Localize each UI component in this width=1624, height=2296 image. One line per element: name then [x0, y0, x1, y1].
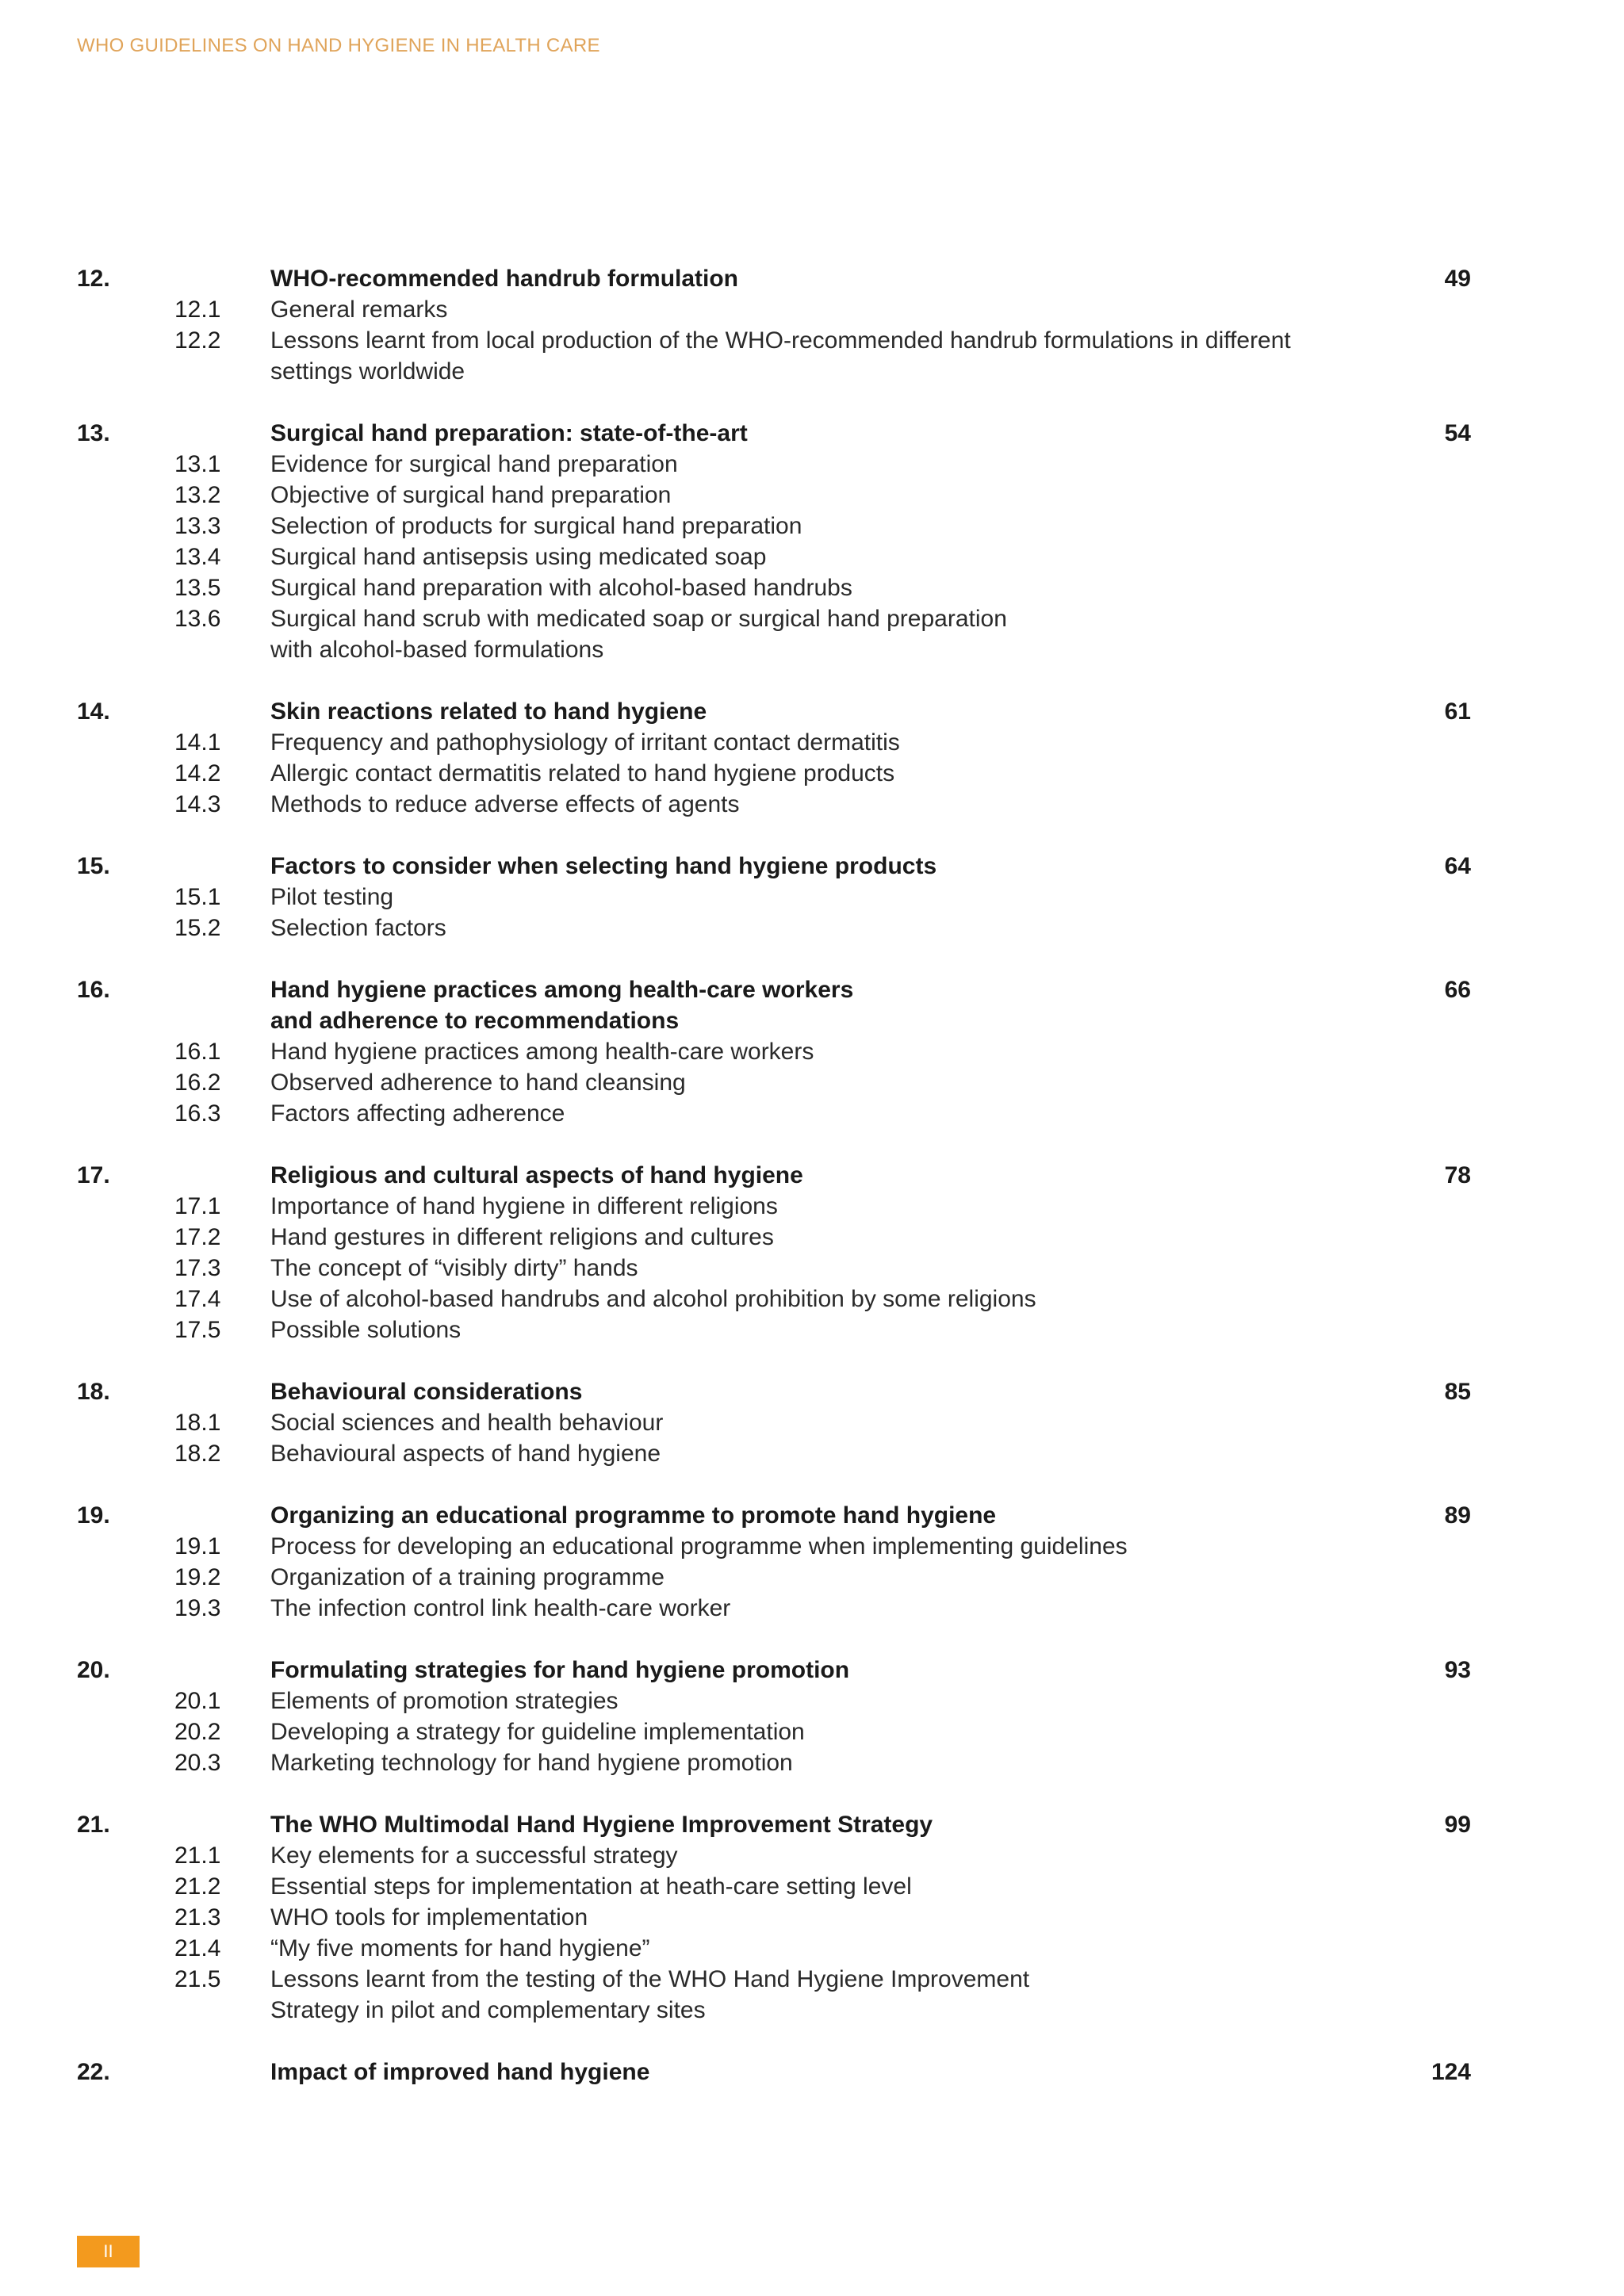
- toc-subsection-line: [0, 789, 1624, 820]
- subsection-number: 12.1: [174, 297, 221, 323]
- subsection-number: 16.1: [174, 1039, 221, 1065]
- toc-subsection-line: [0, 1036, 1624, 1067]
- subsection-number: 16.2: [174, 1070, 221, 1096]
- subsection-number: 17.5: [174, 1317, 221, 1343]
- toc-subsection-line: [0, 1840, 1624, 1871]
- subsection-number: 21.1: [174, 1843, 221, 1869]
- section-number: 12.: [77, 266, 110, 292]
- section-title: Hand hygiene practices among health-care workers: [270, 977, 854, 1003]
- subsection-number: 13.1: [174, 451, 221, 477]
- toc-subsection-line: [0, 1716, 1624, 1747]
- section-title: and adherence to recommendations: [270, 1008, 680, 1034]
- toc-subsection-line: [0, 294, 1624, 325]
- section-number: 21.: [77, 1812, 110, 1838]
- subsection-title: Elements of promotion strategies: [270, 1688, 619, 1714]
- toc-subsection-line: [0, 449, 1624, 480]
- toc-section-line: [0, 2057, 1624, 2087]
- subsection-number: 16.3: [174, 1100, 221, 1127]
- subsection-number: 21.2: [174, 1873, 221, 1900]
- section-title: Factors to consider when selecting hand hygiene products: [270, 853, 937, 879]
- toc-section-line: [0, 1005, 1624, 1036]
- toc-subsection-line: [0, 325, 1624, 356]
- toc-section-line: [0, 1655, 1624, 1686]
- table-of-contents: [0, 263, 1624, 2118]
- toc-section-line: [0, 1500, 1624, 1531]
- toc-subsection-line: [0, 913, 1624, 943]
- subsection-number: 13.2: [174, 482, 221, 508]
- subsection-title: Behavioural aspects of hand hygiene: [270, 1441, 661, 1467]
- subsection-title: The infection control link health-care worker: [270, 1595, 731, 1621]
- subsection-title: Surgical hand scrub with medicated soap or surgical hand preparation: [270, 606, 1007, 632]
- toc-section: [0, 418, 1624, 665]
- toc-subsection-line: [0, 1098, 1624, 1129]
- subsection-title: Surgical hand preparation with alcohol-based handrubs: [270, 575, 852, 601]
- subsection-number: 21.5: [174, 1966, 221, 1992]
- toc-subsection-line: [0, 480, 1624, 511]
- toc-subsection-line: [0, 1995, 1624, 2026]
- toc-section: [0, 1500, 1624, 1624]
- page-reference: 61: [1444, 698, 1471, 725]
- page-reference: 99: [1444, 1812, 1471, 1838]
- page-number-badge: II: [77, 2236, 140, 2267]
- toc-subsection-line: [0, 541, 1624, 572]
- page-reference: 64: [1444, 853, 1471, 879]
- page-reference: 124: [1431, 2059, 1471, 2085]
- toc-subsection-line: [0, 572, 1624, 603]
- subsection-title: Strategy in pilot and complementary sites: [270, 1997, 706, 2023]
- toc-section-line: [0, 1376, 1624, 1407]
- toc-subsection-line: [0, 511, 1624, 541]
- subsection-title: Hand hygiene practices among health-care workers: [270, 1039, 814, 1065]
- toc-subsection-line: [0, 1562, 1624, 1593]
- subsection-title: General remarks: [270, 297, 448, 323]
- subsection-number: 13.4: [174, 544, 221, 570]
- subsection-title: Methods to reduce adverse effects of agents: [270, 791, 740, 817]
- subsection-number: 17.2: [174, 1224, 221, 1250]
- subsection-title: Lessons learnt from local production of the WHO-recommended handrub formulations in different: [270, 327, 1291, 354]
- section-title: WHO-recommended handrub formulation: [270, 266, 739, 292]
- page-reference: 93: [1444, 1657, 1471, 1683]
- toc-subsection-line: [0, 1902, 1624, 1933]
- subsection-number: 13.5: [174, 575, 221, 601]
- section-number: 18.: [77, 1379, 110, 1405]
- toc-subsection-line: [0, 1191, 1624, 1222]
- toc-subsection-line: [0, 1593, 1624, 1624]
- subsection-title: Hand gestures in different religions and cultures: [270, 1224, 774, 1250]
- subsection-title: Essential steps for implementation at heath-care setting level: [270, 1873, 912, 1900]
- toc-subsection-line: [0, 634, 1624, 665]
- toc-subsection-line: [0, 1407, 1624, 1438]
- subsection-number: 15.2: [174, 915, 221, 941]
- toc-subsection-line: [0, 1222, 1624, 1253]
- toc-subsection-line: [0, 1871, 1624, 1902]
- section-title: The WHO Multimodal Hand Hygiene Improvement Strategy: [270, 1812, 933, 1838]
- toc-section: [0, 1809, 1624, 2026]
- subsection-title: Marketing technology for hand hygiene promotion: [270, 1750, 793, 1776]
- subsection-number: 14.1: [174, 729, 221, 756]
- toc-subsection-line: [0, 356, 1624, 387]
- subsection-number: 20.1: [174, 1688, 221, 1714]
- toc-section: [0, 696, 1624, 820]
- subsection-number: 13.6: [174, 606, 221, 632]
- subsection-number: 19.3: [174, 1595, 221, 1621]
- toc-subsection-line: [0, 1964, 1624, 1995]
- toc-section-line: [0, 1809, 1624, 1840]
- section-title: Formulating strategies for hand hygiene promotion: [270, 1657, 850, 1683]
- subsection-title: Frequency and pathophysiology of irritant contact dermatitis: [270, 729, 900, 756]
- subsection-title: Developing a strategy for guideline implementation: [270, 1719, 805, 1745]
- subsection-number: 18.1: [174, 1410, 221, 1436]
- subsection-number: 20.2: [174, 1719, 221, 1745]
- section-number: 13.: [77, 420, 110, 446]
- section-title: Behavioural considerations: [270, 1379, 583, 1405]
- subsection-number: 18.2: [174, 1441, 221, 1467]
- toc-subsection-line: [0, 727, 1624, 758]
- subsection-title: Pilot testing: [270, 884, 394, 910]
- subsection-number: 13.3: [174, 513, 221, 539]
- subsection-title: The concept of “visibly dirty” hands: [270, 1255, 638, 1281]
- page-reference: 89: [1444, 1502, 1471, 1529]
- toc-section-line: [0, 974, 1624, 1005]
- toc-subsection-line: [0, 1438, 1624, 1469]
- section-title: Religious and cultural aspects of hand hygiene: [270, 1162, 803, 1188]
- subsection-title: Organization of a training programme: [270, 1564, 665, 1590]
- subsection-title: Factors affecting adherence: [270, 1100, 565, 1127]
- section-title: Surgical hand preparation: state-of-the-art: [270, 420, 748, 446]
- toc-subsection-line: [0, 1531, 1624, 1562]
- subsection-number: 19.2: [174, 1564, 221, 1590]
- subsection-title: settings worldwide: [270, 358, 465, 385]
- subsection-title: Selection factors: [270, 915, 446, 941]
- section-title: Organizing an educational programme to promote hand hygiene: [270, 1502, 997, 1529]
- toc-section: [0, 1376, 1624, 1469]
- toc-section: [0, 1160, 1624, 1345]
- toc-section-line: [0, 1160, 1624, 1191]
- subsection-number: 17.3: [174, 1255, 221, 1281]
- toc-section-line: [0, 263, 1624, 294]
- toc-section-line: [0, 696, 1624, 727]
- toc-section-line: [0, 418, 1624, 449]
- toc-subsection-line: [0, 1747, 1624, 1778]
- subsection-title: Key elements for a successful strategy: [270, 1843, 678, 1869]
- section-title: Skin reactions related to hand hygiene: [270, 698, 707, 725]
- page-reference: 78: [1444, 1162, 1471, 1188]
- subsection-title: Evidence for surgical hand preparation: [270, 451, 678, 477]
- subsection-number: 14.2: [174, 760, 221, 786]
- toc-subsection-line: [0, 1686, 1624, 1716]
- subsection-number: 17.4: [174, 1286, 221, 1312]
- section-number: 16.: [77, 977, 110, 1003]
- page-reference: 49: [1444, 266, 1471, 292]
- subsection-title: Objective of surgical hand preparation: [270, 482, 672, 508]
- toc-section: [0, 263, 1624, 387]
- section-number: 19.: [77, 1502, 110, 1529]
- toc-subsection-line: [0, 1933, 1624, 1964]
- subsection-title: Social sciences and health behaviour: [270, 1410, 664, 1436]
- toc-section: [0, 2057, 1624, 2087]
- subsection-number: 19.1: [174, 1533, 221, 1559]
- subsection-title: Use of alcohol-based handrubs and alcohol prohibition by some religions: [270, 1286, 1036, 1312]
- toc-section-line: [0, 851, 1624, 882]
- section-number: 14.: [77, 698, 110, 725]
- toc-subsection-line: [0, 603, 1624, 634]
- toc-subsection-line: [0, 1067, 1624, 1098]
- page-reference: 85: [1444, 1379, 1471, 1405]
- section-number: 15.: [77, 853, 110, 879]
- section-number: 17.: [77, 1162, 110, 1188]
- toc-subsection-line: [0, 1284, 1624, 1314]
- subsection-number: 17.1: [174, 1193, 221, 1219]
- section-number: 22.: [77, 2059, 110, 2085]
- toc-subsection-line: [0, 1314, 1624, 1345]
- subsection-number: 15.1: [174, 884, 221, 910]
- toc-subsection-line: [0, 882, 1624, 913]
- subsection-title: Surgical hand antisepsis using medicated soap: [270, 544, 767, 570]
- toc-section: [0, 974, 1624, 1129]
- subsection-title: Importance of hand hygiene in different religions: [270, 1193, 778, 1219]
- subsection-title: Observed adherence to hand cleansing: [270, 1070, 686, 1096]
- subsection-title: Selection of products for surgical hand preparation: [270, 513, 802, 539]
- toc-section: [0, 1655, 1624, 1778]
- subsection-number: 12.2: [174, 327, 221, 354]
- subsection-title: “My five moments for hand hygiene”: [270, 1935, 650, 1961]
- page-reference: 66: [1444, 977, 1471, 1003]
- subsection-number: 20.3: [174, 1750, 221, 1776]
- subsection-title: with alcohol-based formulations: [270, 637, 604, 663]
- toc-section: [0, 851, 1624, 943]
- section-number: 20.: [77, 1657, 110, 1683]
- subsection-number: 21.3: [174, 1904, 221, 1931]
- subsection-number: 21.4: [174, 1935, 221, 1961]
- subsection-title: Process for developing an educational programme when implementing guidelines: [270, 1533, 1128, 1559]
- subsection-title: WHO tools for implementation: [270, 1904, 588, 1931]
- page-reference: 54: [1444, 420, 1471, 446]
- section-title: Impact of improved hand hygiene: [270, 2059, 650, 2085]
- subsection-title: Possible solutions: [270, 1317, 462, 1343]
- subsection-title: Lessons learnt from the testing of the WHO Hand Hygiene Improvement: [270, 1966, 1030, 1992]
- subsection-title: Allergic contact dermatitis related to hand hygiene products: [270, 760, 895, 786]
- toc-subsection-line: [0, 1253, 1624, 1284]
- toc-subsection-line: [0, 758, 1624, 789]
- running-header: WHO GUIDELINES ON HAND HYGIENE IN HEALTH CARE: [77, 35, 600, 56]
- subsection-number: 14.3: [174, 791, 221, 817]
